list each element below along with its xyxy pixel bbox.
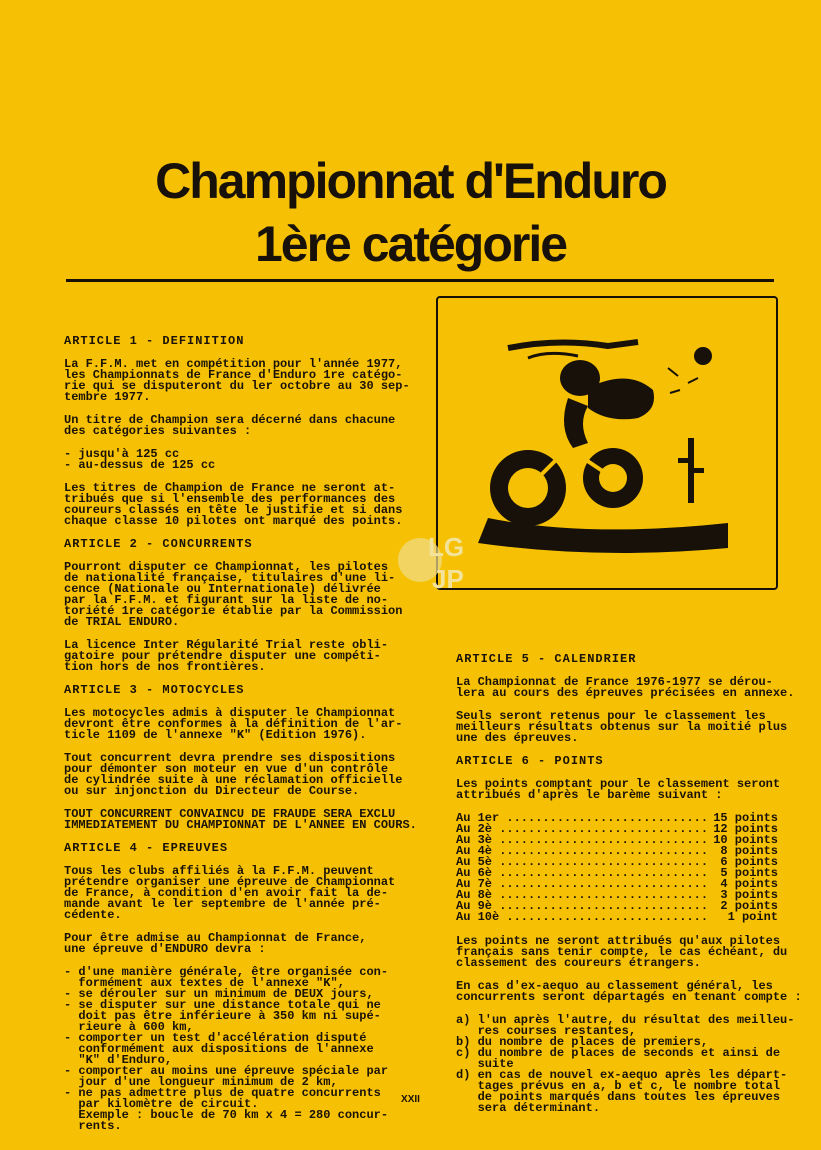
article-paragraph: Tout concurrent devra prendre ses dispositions pour démonter son moteur en vue d'un contrôle de cylindrée suite à une réclamation officielle ou sur injonction du Directeur de Course. (64, 751, 403, 798)
article-5-paragraph: La Championnat de France 1976-1977 se dérou- lera au cours des épreuves précisées en annexe. (456, 675, 795, 700)
points-value: 12 points (713, 822, 778, 836)
points-place: Au 6è ............................. (456, 866, 709, 880)
article-heading: ARTICLE 4 - EPREUVES (64, 841, 229, 855)
title-rule (66, 279, 774, 282)
points-table (456, 813, 778, 923)
article-paragraph: TOUT CONCURRENT CONVAINCU DE FRAUDE SERA EXCLU IMMEDIATEMENT DU CHAMPIONNAT DE L'ANNEE EN COURS. (64, 807, 417, 832)
article-paragraph: Tous les clubs affiliés à la F.F.M. peuvent prétendre organiser une épreuve de Championnat de France, à condition d'en avoir fait la de- mande avant le ler septembre de l'année pré- cédente. (64, 864, 396, 922)
points-value: 3 points (720, 888, 778, 902)
points-value: 5 points (720, 866, 778, 880)
article-paragraph: Pour être admise au Championnat de France, une épreuve d'ENDURO devra : (64, 931, 367, 956)
article-5-heading: ARTICLE 5 - CALENDRIER (456, 652, 637, 666)
points-place: Au 4è ............................. (456, 844, 709, 858)
points-value: 2 points (720, 899, 778, 913)
article-paragraph: Un titre de Champion sera décerné dans chacune des catégories suivantes : (64, 413, 396, 438)
lgjp-watermark-logo (398, 530, 478, 610)
article-heading: ARTICLE 2 - CONCURRENTS (64, 537, 253, 551)
article-paragraph: Les motocycles admis à disputer le Championnat devront être conformes à la définition de l'ar- ticle 1109 de l'annexe "K" (Edition 1976). (64, 706, 403, 742)
title-line-1: Championnat d'Enduro (155, 153, 666, 209)
watermark-text-lg: LG (428, 532, 465, 562)
article-paragraph: La licence Inter Régularité Trial reste obli- gatoire pour prétendre disputer une compéti- tion hors de nos frontières. (64, 638, 389, 674)
article-6-paragraph: Les points ne seront attribués qu'aux pilotes français sans tenir compte, le cas échéant, du classement des coureurs étrangers. (456, 934, 788, 970)
points-row (456, 912, 778, 923)
points-value: 1 point (727, 910, 778, 924)
title-line-2: 1ère catégorie (254, 216, 567, 272)
motorcycle-rider-illustration (438, 298, 776, 588)
article-paragraph: Pourront disputer ce Championnat, les pilotes de nationalité française, titulaires d'une li- cence (Nationale ou Internationale) délivrée par la F.F.M. et figurant sur la liste de no- toriété 1re catégorie établie par la Commission de TRIAL ENDURO. (64, 560, 403, 629)
article-6-paragraph: a) l'un après l'autre, du résultat des meilleu- res courses restantes, b) du nombre de places de premiers, c) du nombre de places de seconds et ainsi de suite d) en cas de nouvel ex-aequo après les départ- tages prévus en a, b et c, le nombre total de points marqués dans toutes les épreuves sera déterminant. (456, 1013, 795, 1115)
points-value: 15 points (713, 811, 778, 825)
illustration-frame (436, 296, 778, 590)
points-place: Au 1er ............................ (456, 811, 709, 825)
article-paragraph: Les titres de Champion de France ne seront at- tribués que si l'ensemble des performances des coureurs classés en tête le justifie et si dans chaque classe 10 pilotes ont marqué des points. (64, 481, 403, 528)
article-heading: ARTICLE 1 - DEFINITION (64, 334, 245, 348)
page-number: XXII (401, 1094, 420, 1105)
article-heading: ARTICLE 3 - MOTOCYCLES (64, 683, 245, 697)
points-place: Au 3è ............................. (456, 833, 709, 847)
watermark-text-jp: JP (432, 564, 464, 594)
article-6-intro: Les points comptant pour le classement seront attribués d'après le barème suivant : (456, 777, 781, 802)
points-place: Au 10è ............................ (456, 910, 709, 924)
points-place: Au 5è ............................. (456, 855, 709, 869)
points-value: 6 points (720, 855, 778, 869)
points-value: 10 points (713, 833, 778, 847)
article-6-heading: ARTICLE 6 - POINTS (456, 754, 604, 768)
points-place: Au 7è ............................. (456, 877, 709, 891)
points-place: Au 9è ............................. (456, 899, 709, 913)
article-paragraph: - jusqu'à 125 cc - au-dessus de 125 cc (64, 447, 216, 472)
article-paragraph: - d'une manière générale, être organisée con- formément aux textes de l'annexe "K", - se dérouler sur un minimum de DEUX jours, - se disputer sur une distance totale qui ne doit pas être inférieure à 350 km ni supé- rieure à 600 km, - comporter un test d'accélération disputé conformément aux dispositions de l'annexe "K" d'Enduro, - comporter au moins une épreuve spéciale par jour d'une longueur minimum de 2 km, - ne pas admettre plus de quatre concurrents par kilomètre de circuit. Exemple : boucle de 70 km x 4 = 280 concur- rents. (64, 965, 389, 1133)
points-value: 4 points (720, 877, 778, 891)
article-paragraph: La F.F.M. met en compétition pour l'année 1977, les Championnats de France d'Enduro 1re catégo- rie qui se disputeront du ler octobre au 30 sep- tembre 1977. (64, 357, 410, 404)
article-5-paragraph: Seuls seront retenus pour le classement les meilleurs résultats obtenus sur la moitié plus une des épreuves. (456, 709, 788, 745)
right-column (456, 652, 802, 1126)
article-6-paragraph: En cas d'ex-aequo au classement général, les concurrents seront départagés en tenant compte : (456, 979, 802, 1004)
points-place: Au 8è ............................. (456, 888, 709, 902)
points-value: 8 points (720, 844, 778, 858)
points-place: Au 2è ............................. (456, 822, 709, 836)
